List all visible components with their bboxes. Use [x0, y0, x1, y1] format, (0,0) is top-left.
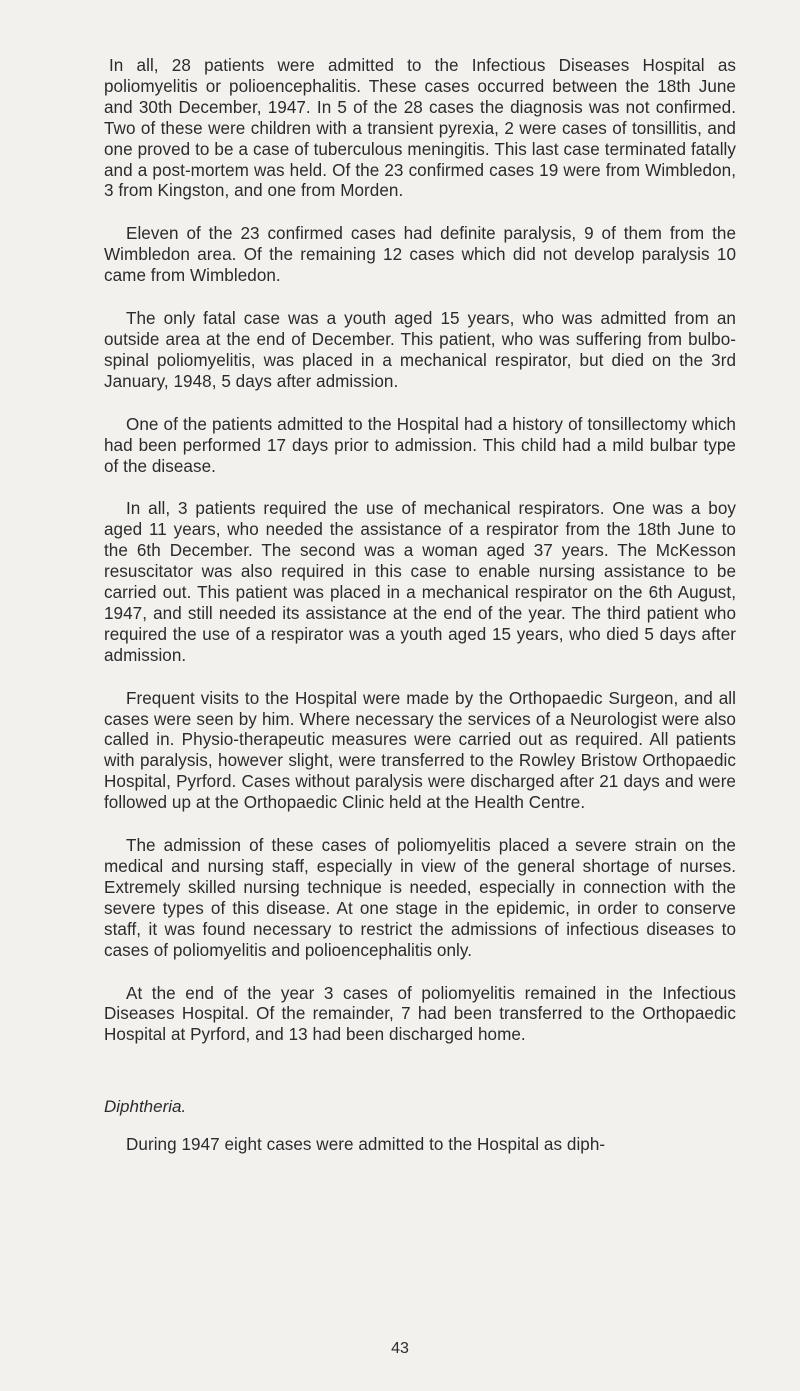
paragraph-orthopaedic-visits: Frequent visits to the Hospital were made by the Orthopaedic Surgeon, and all cases were seen by him. Where necessary the services of a Neurologist were also called in. Physio-therapeutic measures were carried out as required. All patients with paralysis, however slight, were transferred to the Rowley Bristow Orthopaedic Hospital, Pyrford. Cases without paralysis were discharged after 21 days and were followed up at the Orthopaedic Clinic held at the Health Centre.	[104, 688, 736, 813]
paragraph-staff-strain: The admission of these cases of poliomyelitis placed a severe strain on the medical and nursing staff, especially in view of the general shortage of nurses. Extremely skilled nursing technique is needed, especially in connection with the severe types of this disease. At one stage in the epidemic, in order to conserve staff, it was found necessary to restrict the admissions of infectious diseases to cases of poliomyelitis and polioencephalitis only.	[104, 836, 736, 960]
paragraph-tonsillectomy-history: One of the patients admitted to the Hospital had a history of tonsillectomy which had been performed 17 days prior to admission. This child had a mild bulbar type of the disease.	[104, 414, 736, 476]
page-body	[104, 56, 736, 1178]
paragraph-mechanical-respirators: In all, 3 patients required the use of mechanical respirators. One was a boy aged 11 years, who needed the assistance of a respirator from the 18th June to the 6th December. The second was a woman aged 37 years. The McKesson resuscitator was also required in this case to enable nursing assistance to be carried out. This patient was placed in a mechanical respirator on the 6th August, 1947, and still needed its assistance at the end of the year. The third patient who required the use of a respirator was a youth aged 15 years, who died 5 days after admission.	[104, 499, 736, 665]
page-number: 43	[391, 1340, 409, 1357]
section-heading-diphtheria: Diphtheria.	[104, 1097, 187, 1117]
paragraph-paralysis-cases: Eleven of the 23 confirmed cases had definite paralysis, 9 of them from the Wimbledon area. Of the remaining 12 cases which did not develop paralysis 10 came from Wimbledon.	[104, 224, 736, 286]
paragraph-diphtheria-intro: During 1947 eight cases were admitted to the Hospital as diph-	[126, 1135, 606, 1155]
paragraph-fatal-case: The only fatal case was a youth aged 15 years, who was admitted from an outside area at the end of December. This patient, who was suffering from bulbo-spinal poliomyelitis, was placed in a mechanical respirator, but died on the 3rd January, 1948, 5 days after admission.	[104, 309, 736, 391]
paragraph-admissions-summary: In all, 28 patients were admitted to the Infectious Diseases Hospital as poliomyelitis or polioencephalitis. These cases occurred between the 18th June and 30th December, 1947. In 5 of the 28 cases the diagnosis was not confirmed. Two of these were children with a transient pyrexia, 2 were cases of tonsillitis, and one proved to be a case of tuberculous meningitis. This last case terminated fatally and a post-mortem was held. Of the 23 confirmed cases 19 were from Wimbledon, 3 from Kingston, and one from Morden.	[104, 56, 736, 201]
paragraph-year-end-status: At the end of the year 3 cases of poliomyelitis remained in the Infectious Diseases Hospital. Of the remainder, 7 had been transferred to the Orthopaedic Hospital at Pyrford, and 13 had been discharged home.	[104, 983, 736, 1045]
